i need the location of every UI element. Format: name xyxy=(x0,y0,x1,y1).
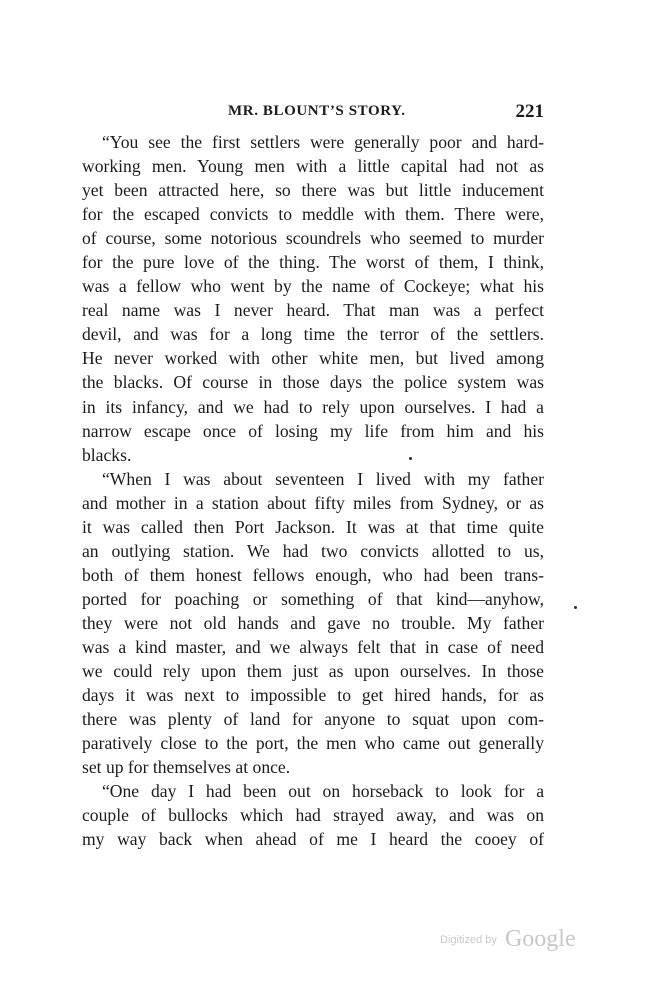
text-line: working men. Young men with a little capital had not as xyxy=(82,156,544,177)
text-line: there was plenty of land for anyone to squat upon com- xyxy=(82,709,544,730)
text-line: He never worked with other white men, but lived among xyxy=(82,348,544,369)
text-line: yet been attracted here, so there was but little inducement xyxy=(82,180,544,201)
text-line: real name was I never heard. That man was a perfect xyxy=(82,300,544,321)
digitized-by-google-watermark xyxy=(440,926,576,953)
digitized-label: Digitized by xyxy=(440,934,497,946)
text-line: they were not old hands and gave no trouble. My father xyxy=(82,612,544,633)
text-line: “One day I had been out on horseback to look for a xyxy=(102,781,544,802)
text-line: an outlying station. We had two convicts allotted to us, xyxy=(82,540,544,561)
text-line: paratively close to the port, the men who came out generally xyxy=(82,733,544,754)
text-line: devil, and was for a long time the terror of the settlers. xyxy=(82,324,544,345)
text-line: couple of bullocks which had strayed away, and was on xyxy=(82,805,544,826)
text-line: narrow escape once of losing my life from him and his xyxy=(82,420,544,441)
text-line: the blacks. Of course in those days the police system was xyxy=(82,372,544,393)
text-line: for the pure love of the thing. The worst of them, I think, xyxy=(82,252,544,273)
text-line: ported for poaching or something of that kind—anyhow, xyxy=(82,588,544,609)
text-line: days it was next to impossible to get hired hands, for as xyxy=(82,685,544,706)
google-wordmark: Google xyxy=(504,926,576,952)
running-head xyxy=(82,101,544,125)
running-title: MR. BLOUNT’S STORY. xyxy=(228,103,406,119)
text-line: in its infancy, and we had to rely upon ourselves. I had a xyxy=(82,396,544,417)
text-line: it was called then Port Jackson. It was at that time quite xyxy=(82,516,544,537)
text-line: set up for themselves at once. xyxy=(82,757,291,778)
ink-speck xyxy=(574,606,577,609)
body-text xyxy=(82,130,544,851)
text-line: blacks. xyxy=(82,444,132,465)
text-line: “When I was about seventeen I lived with my father xyxy=(102,468,544,489)
text-line: my way back when ahead of me I heard the cooey of xyxy=(82,829,544,850)
text-line: for the escaped convicts to meddle with them. There were, xyxy=(82,204,544,225)
text-line: was a fellow who went by the name of Cockeye; what his xyxy=(82,276,544,297)
text-line: was a kind master, and we always felt that in case of need xyxy=(82,636,544,657)
text-line: and mother in a station about fifty miles from Sydney, or as xyxy=(82,492,544,513)
ink-speck xyxy=(409,457,412,460)
text-line: “You see the first settlers were generally poor and hard- xyxy=(102,132,544,152)
page-number: 221 xyxy=(515,101,544,122)
text-line: we could rely upon them just as upon ourselves. In those xyxy=(82,661,544,682)
text-line: both of them honest fellows enough, who had been trans- xyxy=(82,564,544,585)
text-line: of course, some notorious scoundrels who seemed to murder xyxy=(82,228,544,249)
